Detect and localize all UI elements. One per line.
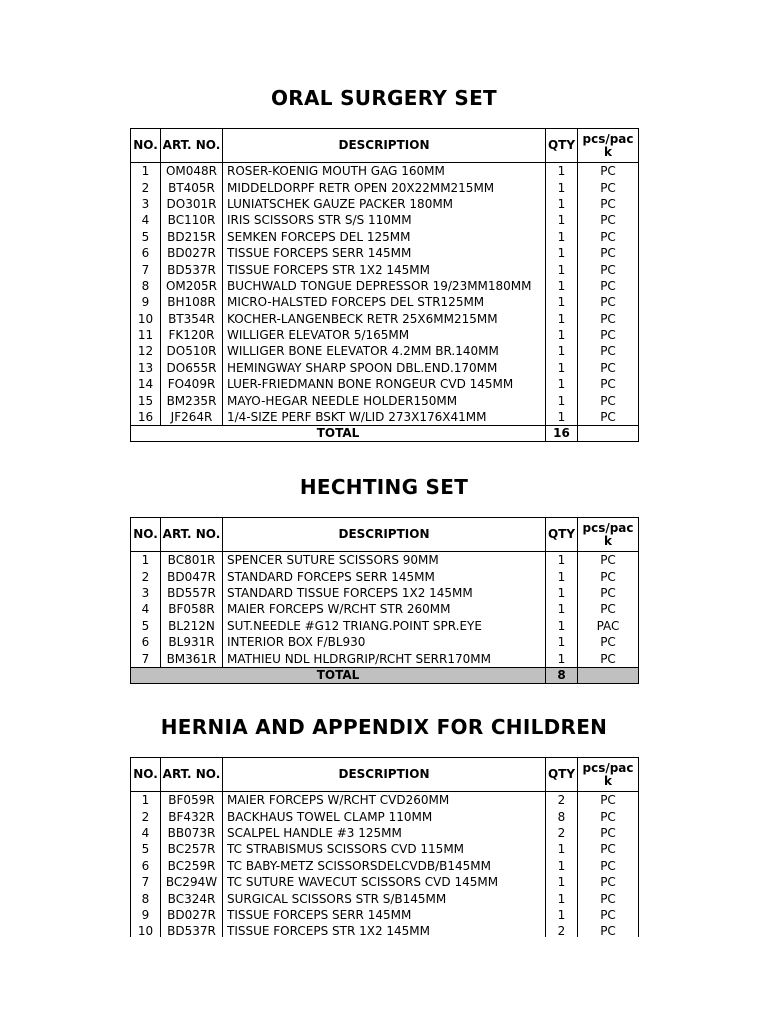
row-no: 7 xyxy=(131,874,161,890)
header-qty: QTY xyxy=(546,758,578,792)
row-art-no: BC294W xyxy=(161,874,223,890)
row-no: 7 xyxy=(131,650,161,667)
table-body xyxy=(131,792,639,938)
total-qty: 16 xyxy=(546,426,578,442)
row-pcs-pack: PC xyxy=(578,179,639,195)
row-no: 1 xyxy=(131,792,161,809)
header-qty: QTY xyxy=(546,518,578,552)
row-pcs-pack: PC xyxy=(578,923,639,937)
row-description: KOCHER-LANGENBECK RETR 25X6MM215MM xyxy=(223,311,546,327)
row-art-no: BH108R xyxy=(161,294,223,310)
row-no: 11 xyxy=(131,327,161,343)
row-description: MATHIEU NDL HLDRGRIP/RCHT SERR170MM xyxy=(223,650,546,667)
table-row xyxy=(131,179,639,195)
table-hechting xyxy=(130,517,639,684)
total-row xyxy=(131,426,639,442)
header-pcs-pack: pcs/pac k xyxy=(578,758,639,792)
row-description: TISSUE FORCEPS SERR 145MM xyxy=(223,245,546,261)
table-row xyxy=(131,409,639,426)
row-art-no: BT405R xyxy=(161,179,223,195)
row-art-no: BC259R xyxy=(161,858,223,874)
row-art-no: BD027R xyxy=(161,245,223,261)
row-no: 10 xyxy=(131,923,161,937)
row-description: BUCHWALD TONGUE DEPRESSOR 19/23MM180MM xyxy=(223,278,546,294)
table-row xyxy=(131,890,639,906)
row-art-no: BD537R xyxy=(161,923,223,937)
row-pcs-pack: PC xyxy=(578,841,639,857)
section-title-hechting: HECHTING SET xyxy=(299,475,469,499)
row-description: 1/4-SIZE PERF BSKT W/LID 273X176X41MM xyxy=(223,409,546,426)
row-description: SEMKEN FORCEPS DEL 125MM xyxy=(223,229,546,245)
row-qty: 1 xyxy=(546,212,578,228)
table-row xyxy=(131,601,639,617)
row-art-no: DO510R xyxy=(161,343,223,359)
table-row xyxy=(131,229,639,245)
header-no: NO. xyxy=(131,758,161,792)
row-no: 12 xyxy=(131,343,161,359)
row-art-no: FK120R xyxy=(161,327,223,343)
table-row xyxy=(131,212,639,228)
row-art-no: BM361R xyxy=(161,650,223,667)
row-description: TISSUE FORCEPS STR 1X2 145MM xyxy=(223,923,546,937)
section-title-oral-surgery: ORAL SURGERY SET xyxy=(271,86,497,110)
row-description: HEMINGWAY SHARP SPOON DBL.END.170MM xyxy=(223,360,546,376)
header-no: NO. xyxy=(131,518,161,552)
table-row xyxy=(131,634,639,650)
row-description: MAIER FORCEPS W/RCHT CVD260MM xyxy=(223,792,546,809)
table-row xyxy=(131,841,639,857)
row-qty: 1 xyxy=(546,179,578,195)
table-row xyxy=(131,618,639,634)
row-qty: 2 xyxy=(546,825,578,841)
table-body xyxy=(131,552,639,668)
row-art-no: BC801R xyxy=(161,552,223,569)
row-qty: 1 xyxy=(546,858,578,874)
row-art-no: FO409R xyxy=(161,376,223,392)
total-qty: 8 xyxy=(546,667,578,683)
total-label: TOTAL xyxy=(131,667,546,683)
row-no: 3 xyxy=(131,196,161,212)
table-row xyxy=(131,585,639,601)
row-pcs-pack: PC xyxy=(578,245,639,261)
row-qty: 2 xyxy=(546,923,578,937)
row-qty: 1 xyxy=(546,327,578,343)
row-qty: 1 xyxy=(546,294,578,310)
table-row xyxy=(131,163,639,180)
row-qty: 1 xyxy=(546,601,578,617)
row-pcs-pack: PC xyxy=(578,568,639,584)
table-row xyxy=(131,245,639,261)
row-description: SUT.NEEDLE #G12 TRIANG.POINT SPR.EYE xyxy=(223,618,546,634)
row-pcs-pack: PC xyxy=(578,907,639,923)
row-art-no: JF264R xyxy=(161,409,223,426)
row-no: 7 xyxy=(131,261,161,277)
row-pcs-pack: PC xyxy=(578,825,639,841)
row-no: 8 xyxy=(131,890,161,906)
row-pcs-pack: PC xyxy=(578,343,639,359)
row-qty: 1 xyxy=(546,890,578,906)
row-art-no: BC324R xyxy=(161,890,223,906)
row-no: 9 xyxy=(131,294,161,310)
table-row xyxy=(131,343,639,359)
table-row xyxy=(131,376,639,392)
row-description: TC SUTURE WAVECUT SCISSORS CVD 145MM xyxy=(223,874,546,890)
row-no: 9 xyxy=(131,907,161,923)
row-description: MICRO-HALSTED FORCEPS DEL STR125MM xyxy=(223,294,546,310)
row-art-no: BT354R xyxy=(161,311,223,327)
row-description: STANDARD TISSUE FORCEPS 1X2 145MM xyxy=(223,585,546,601)
row-qty: 1 xyxy=(546,618,578,634)
row-qty: 1 xyxy=(546,360,578,376)
table-row xyxy=(131,311,639,327)
row-pcs-pack: PC xyxy=(578,601,639,617)
row-description: TC BABY-METZ SCISSORSDELCVDB/B145MM xyxy=(223,858,546,874)
row-no: 8 xyxy=(131,278,161,294)
row-pcs-pack: PC xyxy=(578,552,639,569)
header-description: DESCRIPTION xyxy=(223,518,546,552)
header-qty: QTY xyxy=(546,129,578,163)
table-header-row xyxy=(131,129,639,163)
table-row xyxy=(131,327,639,343)
section-title-hernia-appendix: HERNIA AND APPENDIX FOR CHILDREN xyxy=(160,715,608,739)
row-no: 2 xyxy=(131,179,161,195)
row-qty: 1 xyxy=(546,568,578,584)
row-art-no: BD557R xyxy=(161,585,223,601)
row-qty: 8 xyxy=(546,808,578,824)
row-no: 6 xyxy=(131,858,161,874)
table-row xyxy=(131,360,639,376)
table-row xyxy=(131,825,639,841)
row-no: 4 xyxy=(131,825,161,841)
total-empty-cell xyxy=(578,667,639,683)
row-description: TISSUE FORCEPS STR 1X2 145MM xyxy=(223,261,546,277)
row-qty: 1 xyxy=(546,163,578,180)
row-art-no: OM048R xyxy=(161,163,223,180)
table-row xyxy=(131,392,639,408)
header-art-no: ART. NO. xyxy=(161,758,223,792)
row-description: TISSUE FORCEPS SERR 145MM xyxy=(223,907,546,923)
row-no: 10 xyxy=(131,311,161,327)
row-no: 16 xyxy=(131,409,161,426)
row-qty: 1 xyxy=(546,650,578,667)
row-qty: 1 xyxy=(546,552,578,569)
row-qty: 1 xyxy=(546,874,578,890)
row-qty: 1 xyxy=(546,229,578,245)
row-pcs-pack: PC xyxy=(578,890,639,906)
table-body xyxy=(131,163,639,426)
table-row xyxy=(131,278,639,294)
row-qty: 1 xyxy=(546,585,578,601)
row-no: 5 xyxy=(131,618,161,634)
header-pcs-pack: pcs/pac k xyxy=(578,129,639,163)
row-pcs-pack: PC xyxy=(578,196,639,212)
row-qty: 1 xyxy=(546,196,578,212)
row-art-no: DO301R xyxy=(161,196,223,212)
row-qty: 1 xyxy=(546,261,578,277)
row-qty: 1 xyxy=(546,376,578,392)
row-pcs-pack: PC xyxy=(578,360,639,376)
row-art-no: BB073R xyxy=(161,825,223,841)
row-description: MIDDELDORPF RETR OPEN 20X22MM215MM xyxy=(223,179,546,195)
header-art-no: ART. NO. xyxy=(161,518,223,552)
table-row xyxy=(131,874,639,890)
row-description: SPENCER SUTURE SCISSORS 90MM xyxy=(223,552,546,569)
row-pcs-pack: PC xyxy=(578,792,639,809)
row-art-no: BD027R xyxy=(161,907,223,923)
row-pcs-pack: PC xyxy=(578,650,639,667)
table-row xyxy=(131,792,639,809)
table-row xyxy=(131,808,639,824)
row-pcs-pack: PC xyxy=(578,229,639,245)
row-description: BACKHAUS TOWEL CLAMP 110MM xyxy=(223,808,546,824)
table-clip-region xyxy=(0,757,768,937)
row-qty: 1 xyxy=(546,392,578,408)
table-row xyxy=(131,196,639,212)
table-row xyxy=(131,552,639,569)
row-art-no: BD537R xyxy=(161,261,223,277)
row-qty: 1 xyxy=(546,245,578,261)
row-pcs-pack: PAC xyxy=(578,618,639,634)
row-art-no: DO655R xyxy=(161,360,223,376)
row-description: SCALPEL HANDLE #3 125MM xyxy=(223,825,546,841)
row-art-no: BC257R xyxy=(161,841,223,857)
row-no: 4 xyxy=(131,601,161,617)
row-description: WILLIGER ELEVATOR 5/165MM xyxy=(223,327,546,343)
row-description: LUER-FRIEDMANN BONE RONGEUR CVD 145MM xyxy=(223,376,546,392)
row-qty: 1 xyxy=(546,311,578,327)
header-description: DESCRIPTION xyxy=(223,129,546,163)
header-pcs-pack: pcs/pac k xyxy=(578,518,639,552)
table-header-row xyxy=(131,518,639,552)
row-no: 13 xyxy=(131,360,161,376)
table-row xyxy=(131,294,639,310)
table-row xyxy=(131,568,639,584)
row-description: MAYO-HEGAR NEEDLE HOLDER150MM xyxy=(223,392,546,408)
row-art-no: BF058R xyxy=(161,601,223,617)
row-description: SURGICAL SCISSORS STR S/B145MM xyxy=(223,890,546,906)
row-qty: 1 xyxy=(546,841,578,857)
row-pcs-pack: PC xyxy=(578,874,639,890)
row-no: 5 xyxy=(131,229,161,245)
table-row xyxy=(131,858,639,874)
row-qty: 2 xyxy=(546,792,578,809)
row-art-no: OM205R xyxy=(161,278,223,294)
table-row xyxy=(131,650,639,667)
row-art-no: BL931R xyxy=(161,634,223,650)
row-no: 2 xyxy=(131,808,161,824)
total-label: TOTAL xyxy=(131,426,546,442)
row-art-no: BF059R xyxy=(161,792,223,809)
row-description: INTERIOR BOX F/BL930 xyxy=(223,634,546,650)
row-no: 6 xyxy=(131,634,161,650)
header-art-no: ART. NO. xyxy=(161,129,223,163)
row-no: 6 xyxy=(131,245,161,261)
row-no: 3 xyxy=(131,585,161,601)
row-pcs-pack: PC xyxy=(578,585,639,601)
table-hernia-appendix xyxy=(130,757,639,937)
row-art-no: BF432R xyxy=(161,808,223,824)
table-row xyxy=(131,261,639,277)
table-row xyxy=(131,923,639,937)
row-description: WILLIGER BONE ELEVATOR 4.2MM BR.140MM xyxy=(223,343,546,359)
row-art-no: BL212N xyxy=(161,618,223,634)
row-pcs-pack: PC xyxy=(578,634,639,650)
row-pcs-pack: PC xyxy=(578,327,639,343)
row-pcs-pack: PC xyxy=(578,311,639,327)
row-pcs-pack: PC xyxy=(578,278,639,294)
row-art-no: BD215R xyxy=(161,229,223,245)
table-row xyxy=(131,907,639,923)
row-pcs-pack: PC xyxy=(578,261,639,277)
row-description: ROSER-KOENIG MOUTH GAG 160MM xyxy=(223,163,546,180)
row-no: 4 xyxy=(131,212,161,228)
row-pcs-pack: PC xyxy=(578,163,639,180)
total-row xyxy=(131,667,639,683)
row-no: 2 xyxy=(131,568,161,584)
table-header-row xyxy=(131,758,639,792)
row-pcs-pack: PC xyxy=(578,212,639,228)
header-no: NO. xyxy=(131,129,161,163)
row-description: TC STRABISMUS SCISSORS CVD 115MM xyxy=(223,841,546,857)
row-qty: 1 xyxy=(546,409,578,426)
row-art-no: BM235R xyxy=(161,392,223,408)
row-pcs-pack: PC xyxy=(578,376,639,392)
total-empty-cell xyxy=(578,426,639,442)
row-pcs-pack: PC xyxy=(578,392,639,408)
row-description: IRIS SCISSORS STR S/S 110MM xyxy=(223,212,546,228)
row-no: 1 xyxy=(131,552,161,569)
row-qty: 1 xyxy=(546,278,578,294)
row-pcs-pack: PC xyxy=(578,808,639,824)
row-art-no: BD047R xyxy=(161,568,223,584)
row-qty: 1 xyxy=(546,634,578,650)
row-pcs-pack: PC xyxy=(578,409,639,426)
row-no: 15 xyxy=(131,392,161,408)
table-oral-surgery xyxy=(130,128,639,442)
row-description: MAIER FORCEPS W/RCHT STR 260MM xyxy=(223,601,546,617)
row-description: LUNIATSCHEK GAUZE PACKER 180MM xyxy=(223,196,546,212)
row-description: STANDARD FORCEPS SERR 145MM xyxy=(223,568,546,584)
row-qty: 1 xyxy=(546,907,578,923)
row-no: 14 xyxy=(131,376,161,392)
header-description: DESCRIPTION xyxy=(223,758,546,792)
row-qty: 1 xyxy=(546,343,578,359)
row-no: 1 xyxy=(131,163,161,180)
row-pcs-pack: PC xyxy=(578,294,639,310)
row-pcs-pack: PC xyxy=(578,858,639,874)
row-art-no: BC110R xyxy=(161,212,223,228)
row-no: 5 xyxy=(131,841,161,857)
